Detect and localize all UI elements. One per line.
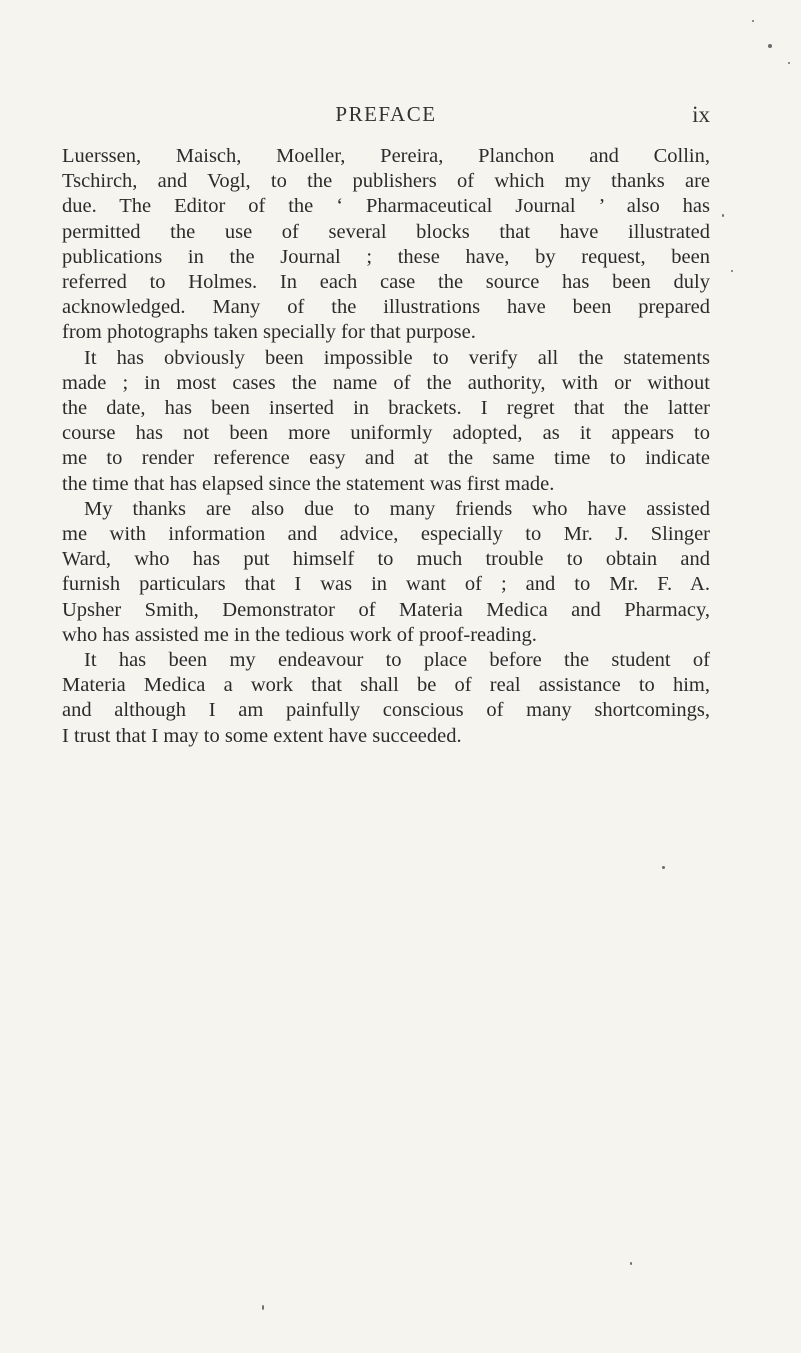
- paragraph-2: [62, 346, 710, 497]
- text-line: referred to Holmes. In each case the source has been duly: [62, 271, 710, 294]
- text-line: due. The Editor of the ‘ Pharmaceutical Journal ’ also has: [62, 195, 710, 218]
- paragraph-3: [62, 497, 710, 648]
- scan-speck: [630, 1262, 632, 1265]
- text-line: course has not been more uniformly adopted, as it appears to: [62, 422, 710, 445]
- text-line: Ward, who has put himself to much trouble to obtain and: [62, 548, 710, 571]
- text-line: me to render reference easy and at the same time to indicate: [62, 447, 710, 470]
- paragraph-4: [62, 648, 710, 749]
- text-line: Materia Medica a work that shall be of real assistance to him,: [62, 674, 710, 697]
- text-line: made ; in most cases the name of the authority, with or without: [62, 371, 710, 394]
- text-line: from photographs taken specially for that purpose.: [62, 321, 476, 344]
- text-line: It has obviously been impossible to verify all the statements: [84, 346, 710, 369]
- text-line: I trust that I may to some extent have succeeded.: [62, 724, 462, 747]
- text-line: and although I am painfully conscious of many shortcomings,: [62, 699, 710, 722]
- scan-speck: [788, 62, 790, 64]
- text-line: Luerssen, Maisch, Moeller, Pereira, Planchon and Collin,: [62, 145, 710, 167]
- text-line: My thanks are also due to many friends who have assisted: [84, 497, 710, 520]
- paragraph-1: [62, 144, 710, 346]
- text-line: furnish particulars that I was in want of ; and to Mr. F. A.: [62, 573, 710, 596]
- running-header: [62, 102, 710, 132]
- text-line: It has been my endeavour to place before the student of: [84, 649, 710, 672]
- text-line: the time that has elapsed since the statement was first made.: [62, 472, 555, 495]
- scan-speck: [722, 214, 724, 217]
- text-line: me with information and advice, especially to Mr. J. Slinger: [62, 523, 710, 546]
- body-text: [62, 144, 710, 749]
- text-line: publications in the Journal ; these have, by request, been: [62, 245, 710, 268]
- page-title: PREFACE: [335, 102, 437, 126]
- text-line: the date, has been inserted in brackets. I regret that the latter: [62, 397, 710, 420]
- text-line: Upsher Smith, Demonstrator of Materia Medica and Pharmacy,: [62, 598, 710, 621]
- scan-speck: [731, 270, 733, 272]
- scan-speck: [768, 44, 772, 48]
- text-line: Tschirch, and Vogl, to the publishers of which my thanks are: [62, 170, 710, 193]
- text-line: acknowledged. Many of the illustrations have been prepared: [62, 296, 710, 319]
- scan-speck: [262, 1305, 264, 1310]
- text-line: permitted the use of several blocks that have illustrated: [62, 220, 710, 243]
- scan-speck: [662, 866, 665, 869]
- page-number: ix: [692, 102, 710, 127]
- scan-speck: [752, 20, 754, 22]
- text-line: who has assisted me in the tedious work of proof-reading.: [62, 623, 537, 646]
